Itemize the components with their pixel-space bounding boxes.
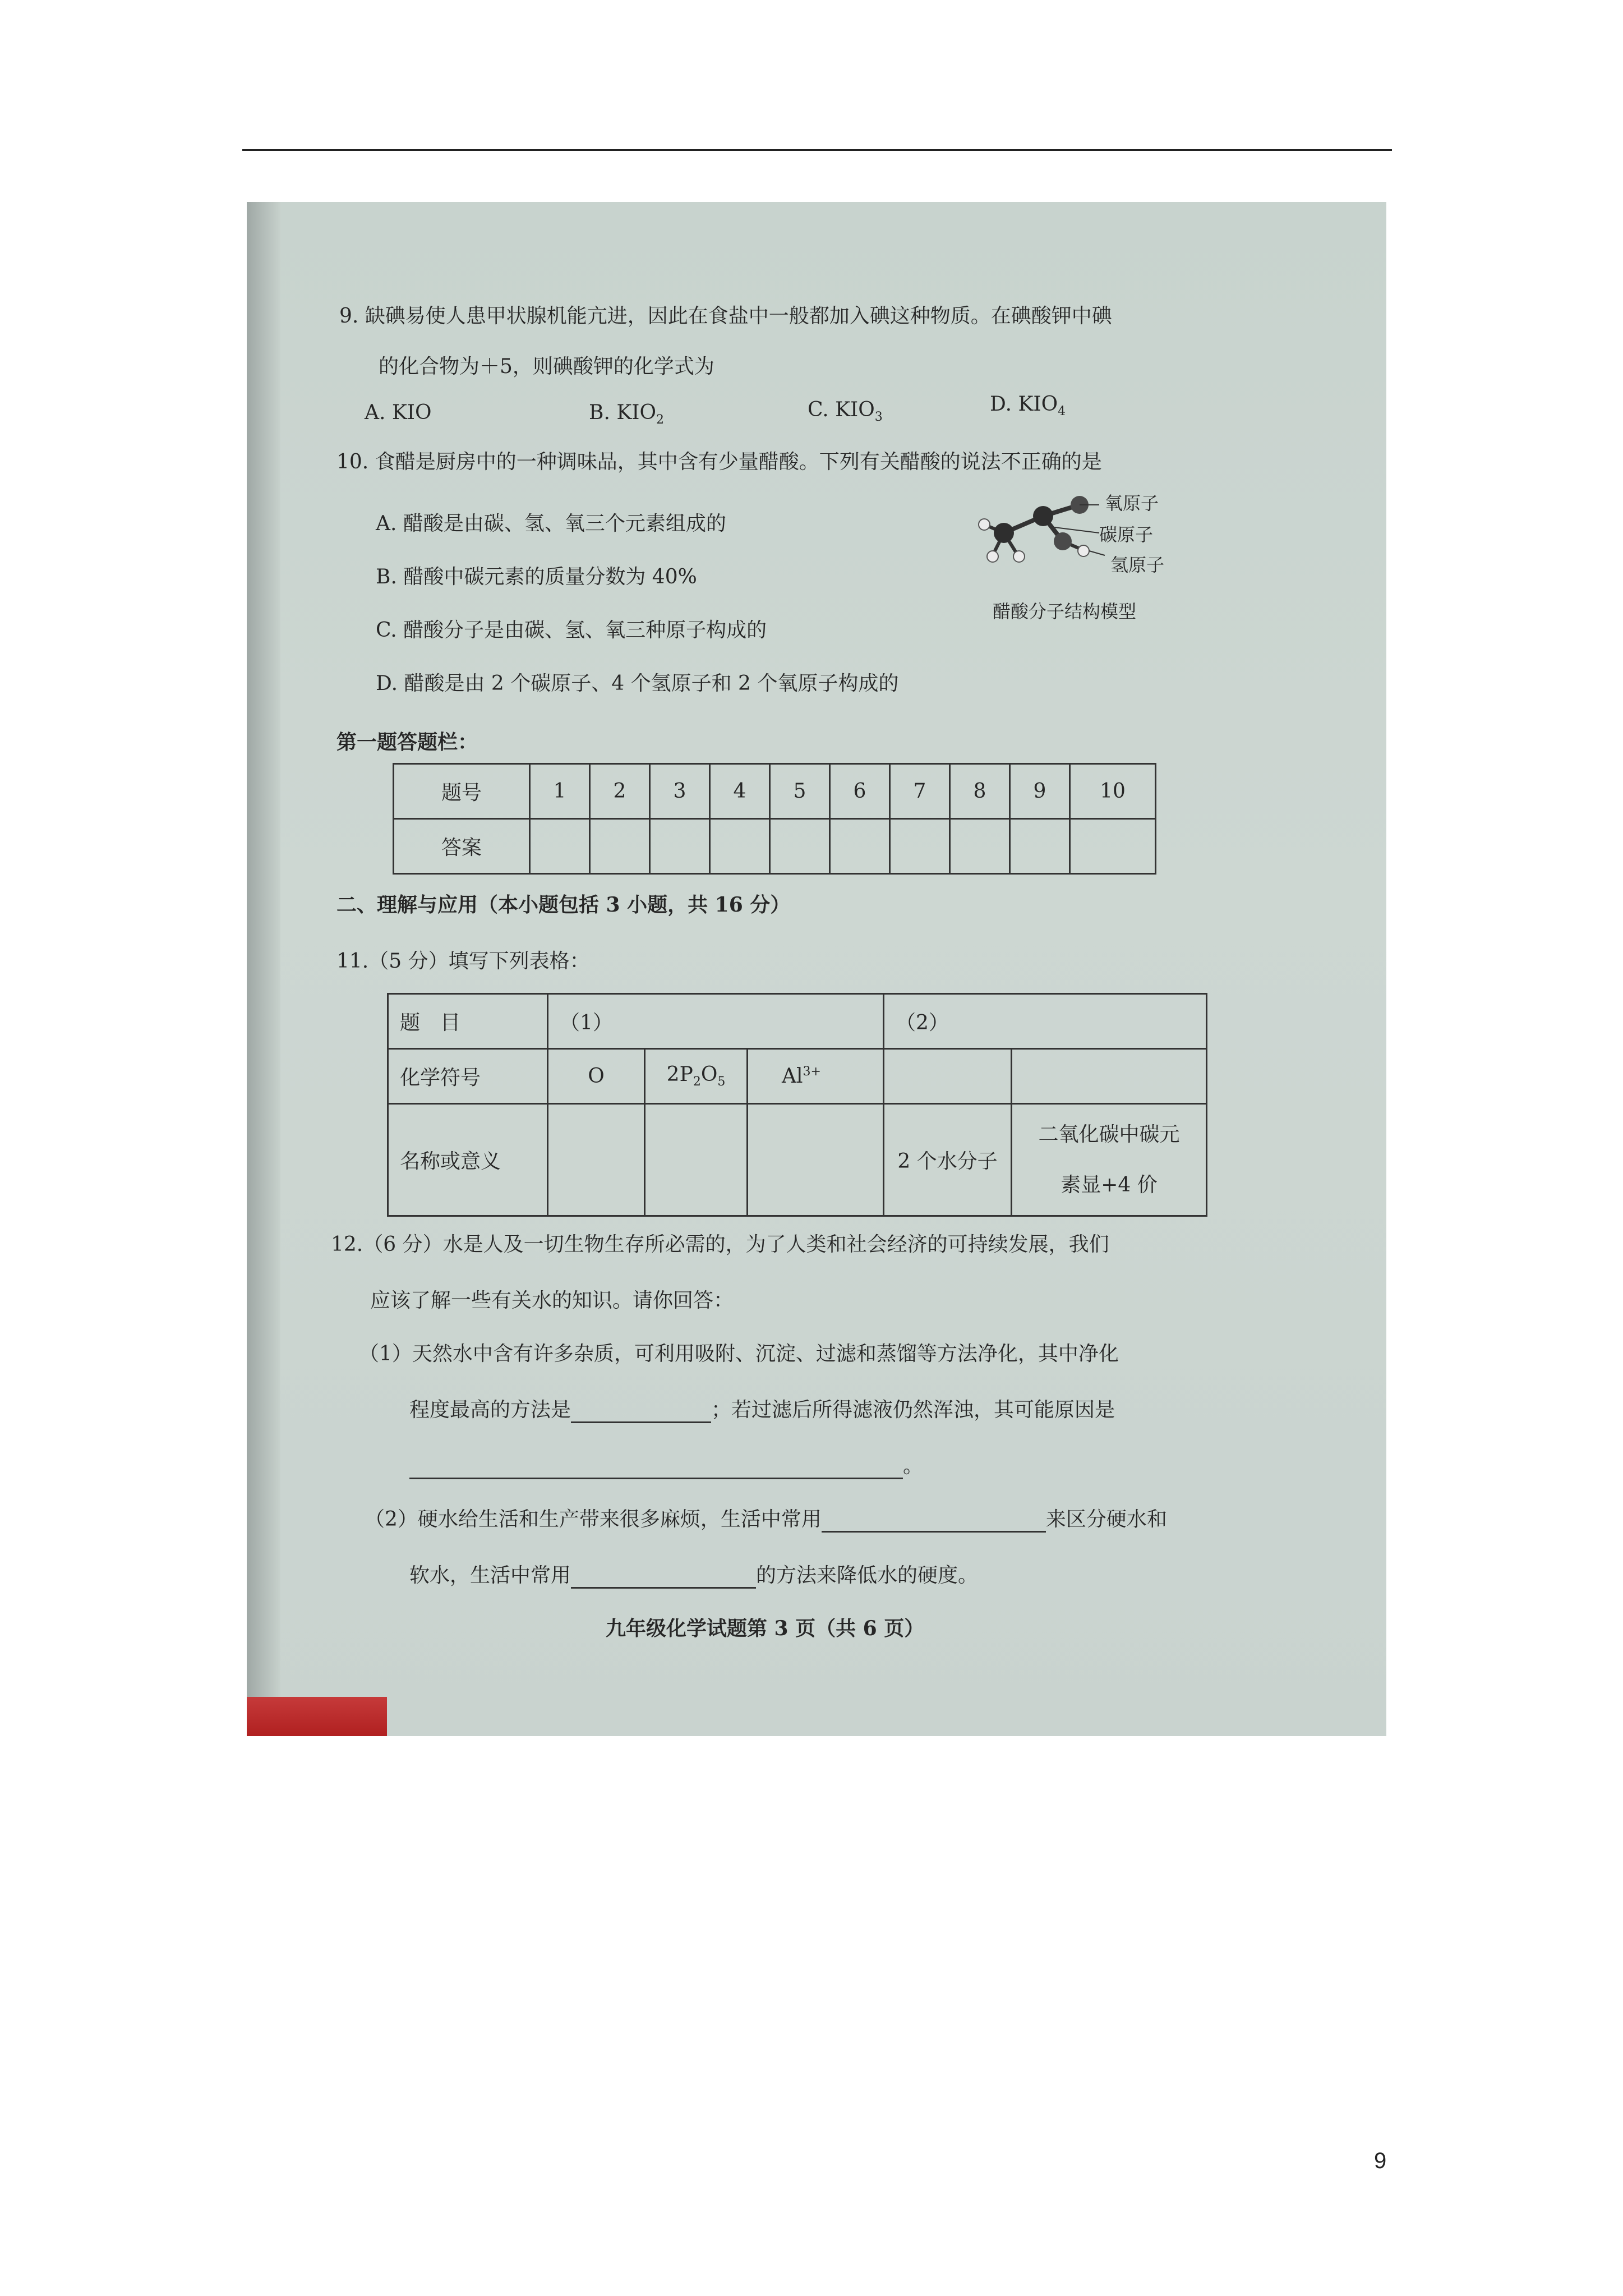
- q11-blank-al-meaning[interactable]: [748, 1104, 884, 1216]
- q10-stem: 10. 食醋是厨房中的一种调味品，其中含有少量醋酸。下列有关醋酸的说法不正确的是: [336, 450, 1102, 473]
- q10-option-d: D. 醋酸是由 2 个碳原子、4 个氢原子和 2 个氧原子构成的: [376, 672, 899, 695]
- q12-blank-distinguish-method[interactable]: [822, 1508, 1046, 1533]
- q12-part1-line1: （1）天然水中含有许多杂质，可利用吸附、沉淀、过滤和蒸馏等方法净化，其中净化: [359, 1342, 1119, 1365]
- answer-cell[interactable]: [710, 819, 770, 874]
- answer-cell[interactable]: [950, 819, 1010, 874]
- q11-row-meaning: 名称或意义: [388, 1104, 548, 1216]
- model-caption: 醋酸分子结构模型: [993, 601, 1137, 622]
- answer-cell[interactable]: [590, 819, 650, 874]
- answer-cell[interactable]: [1070, 819, 1156, 874]
- page-number: 9: [1374, 2148, 1387, 2173]
- q12-blank-turbid-reason[interactable]: [409, 1455, 903, 1479]
- q10-option-c: C. 醋酸分子是由碳、氢、氧三种原子构成的: [376, 619, 767, 642]
- q12-part2-line1: （2）硬水给生活和生产带来很多麻烦，生活中常用 来区分硬水和: [365, 1503, 1167, 1533]
- answer-cell[interactable]: [770, 819, 830, 874]
- q12-line1: 12.（6 分）水是人及一切生物生存所必需的，为了人类和社会经济的可持续发展，我们: [331, 1233, 1109, 1256]
- answer-bar-number: 1: [530, 764, 590, 819]
- q9-line1: 9. 缺碘易使人患甲状腺机能亢进，因此在食盐中一般都加入碘这种物质。在碘酸钾中碘: [339, 305, 1112, 328]
- section2-title: 二、理解与应用（本小题包括 3 小题，共 16 分）: [336, 893, 791, 917]
- answer-bar-number: 8: [950, 764, 1010, 819]
- answer-bar-number: 4: [710, 764, 770, 819]
- header-rule: [242, 149, 1392, 151]
- answer-bar-number: 10: [1070, 764, 1156, 819]
- q10-option-a: A. 醋酸是由碳、氢、氧三个元素组成的: [376, 512, 726, 535]
- q11-water-meaning: 2 个水分子: [884, 1104, 1012, 1216]
- q11-row-chemical-symbol: 化学符号: [388, 1049, 548, 1104]
- q9-option-a: A. KIO: [365, 401, 432, 424]
- q9-line2: 的化合物为＋5，则碘酸钾的化学式为: [379, 355, 714, 378]
- acetic-acid-model-image: [965, 482, 1200, 595]
- answer-bar-answer-header: 答案: [394, 819, 530, 874]
- q12-part1-line3: 。: [409, 1450, 923, 1479]
- q11-symbol-al: $Al^{3+}$: [748, 1049, 884, 1104]
- q9-option-c: C. $KIO_3$: [808, 398, 883, 425]
- model-label-hydrogen: 氢原子: [1110, 554, 1165, 576]
- exam-page-footer: 九年级化学试题第 3 页（共 6 页）: [606, 1617, 925, 1640]
- q12-part2-line2: 软水，生活中常用 的方法来降低水的硬度。: [409, 1559, 978, 1589]
- q12-blank-softening-method[interactable]: [571, 1564, 756, 1589]
- answer-bar-number: 5: [770, 764, 830, 819]
- answer-bar-number: 9: [1010, 764, 1070, 819]
- q10-option-b: B. 醋酸中碳元素的质量分数为 40%: [376, 565, 697, 588]
- answer-bar-number: 2: [590, 764, 650, 819]
- q11-symbol-o: O: [548, 1049, 645, 1104]
- q11-part1: （1）: [548, 994, 884, 1049]
- q11-stem: 11.（5 分）填写下列表格：: [336, 950, 590, 973]
- answer-cell[interactable]: [830, 819, 890, 874]
- answer-bar-row-header: 题号: [394, 764, 530, 819]
- answer-cell[interactable]: [530, 819, 590, 874]
- q12-part1-line2: 程度最高的方法是 ；若过滤后所得滤液仍然浑浊，其可能原因是: [409, 1394, 1115, 1423]
- red-corner-decoration: [247, 1697, 387, 1736]
- model-label-carbon: 碳原子: [1099, 524, 1154, 545]
- q12-blank-purest-method[interactable]: [571, 1398, 711, 1423]
- answer-cell[interactable]: [650, 819, 710, 874]
- q11-symbol-p2o5: $2P_2O_5$: [645, 1049, 748, 1104]
- q12-line2: 应该了解一些有关水的知识。请你回答：: [370, 1289, 734, 1312]
- exam-page-photo: [247, 202, 1386, 1736]
- answer-bar-table: [393, 763, 1156, 875]
- q11-part2: （2）: [884, 994, 1207, 1049]
- q11-blank-o-meaning[interactable]: [548, 1104, 645, 1216]
- q11-blank-p2o5-meaning[interactable]: [645, 1104, 748, 1216]
- answer-cell[interactable]: [1010, 819, 1070, 874]
- model-label-oxygen: 氧原子: [1105, 493, 1159, 514]
- answer-bar-number: 7: [890, 764, 950, 819]
- q11-header-label: 题 目: [388, 994, 548, 1049]
- q11-table: [387, 993, 1207, 1217]
- answer-bar-number: 3: [650, 764, 710, 819]
- answer-cell[interactable]: [890, 819, 950, 874]
- q11-blank-water-symbol[interactable]: [884, 1049, 1012, 1104]
- q11-co2-meaning: 二氧化碳中碳元 素显+4 价: [1012, 1104, 1207, 1216]
- q9-option-d: D. $KIO_4$: [990, 393, 1066, 419]
- answer-bar-number: 6: [830, 764, 890, 819]
- q9-option-b: B. $KIO_2$: [589, 401, 664, 427]
- answer-bar-title: 第一题答题栏：: [336, 730, 478, 754]
- q11-blank-co2-symbol[interactable]: [1012, 1049, 1207, 1104]
